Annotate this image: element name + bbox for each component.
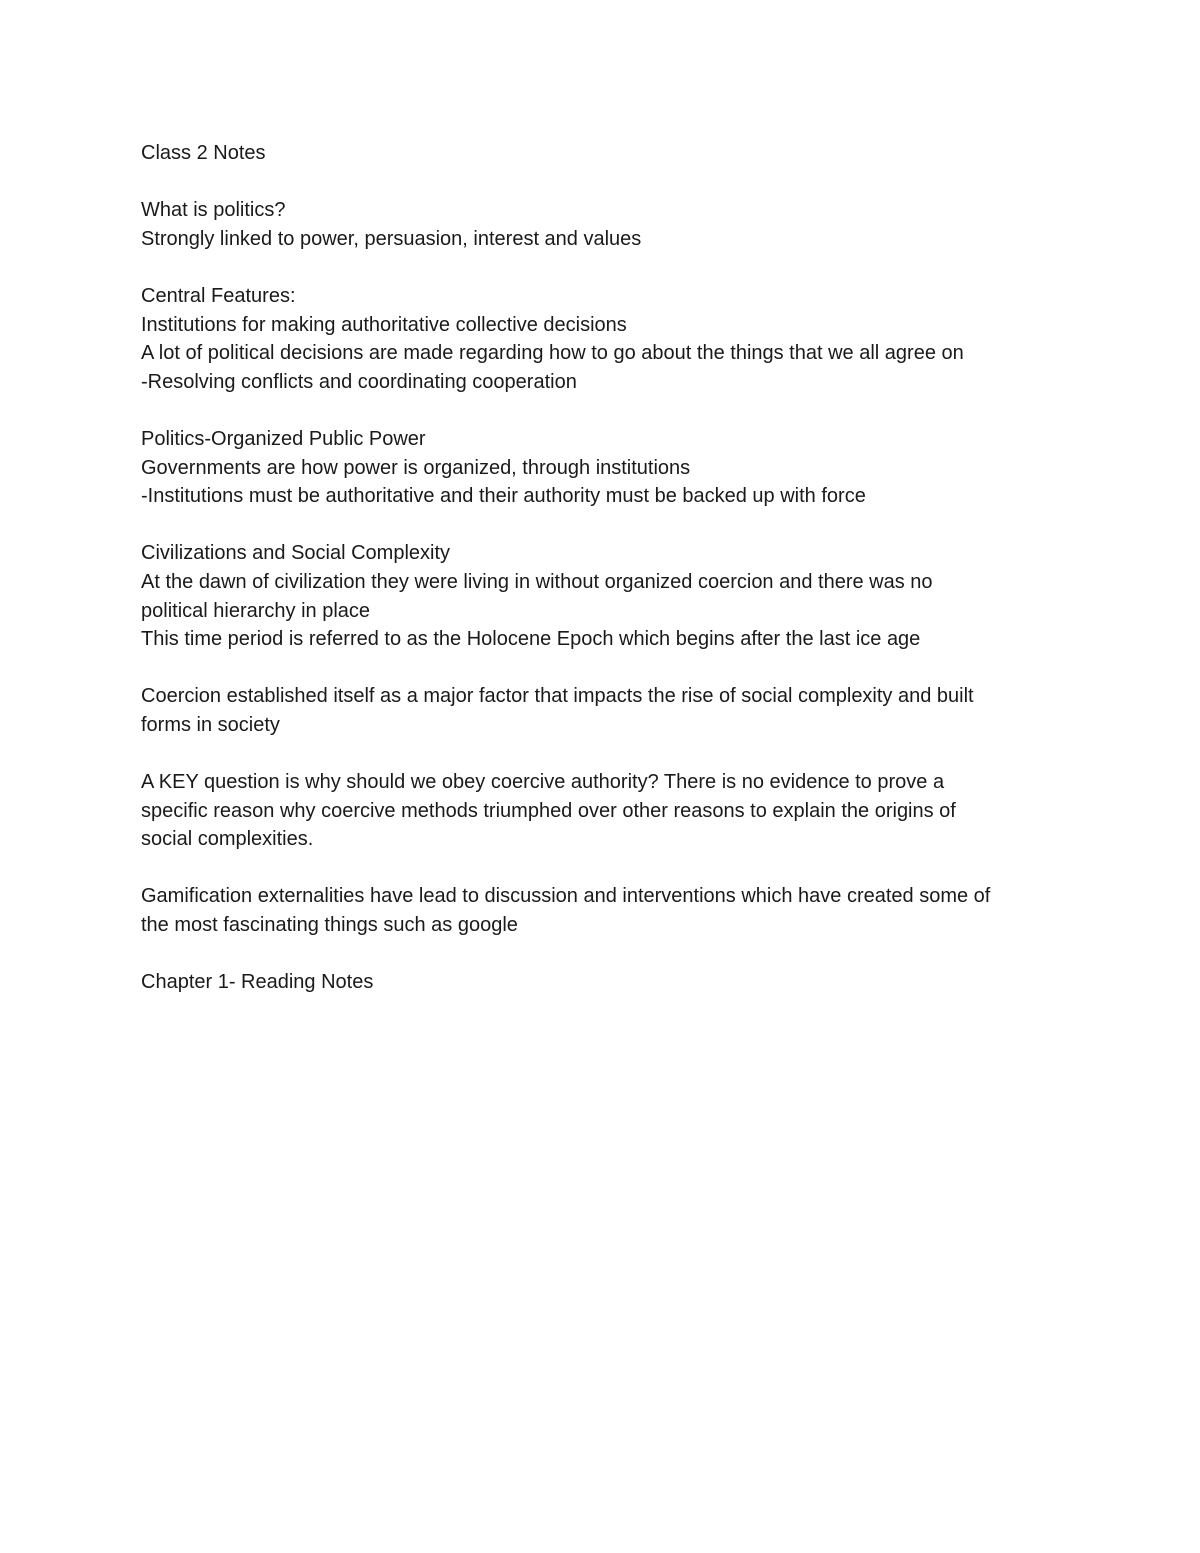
paragraph-spacer [141,511,1071,540]
paragraph-spacer [141,739,1071,768]
note-line: Civilizations and Social Complexity [141,542,451,565]
paragraph-spacer [141,168,1071,197]
document-title: Class 2 Notes [141,142,266,164]
note-line: At the dawn of civilization they were living in without organized coercion and there was no [141,570,933,593]
note-line: political hierarchy in place [141,599,371,622]
note-line: Central Features: [141,284,296,307]
note-line: A KEY question is why should we obey coercive authority? There is no evidence to prove a [141,771,945,794]
note-line: Institutions for making authoritative collective decisions [141,313,627,336]
note-line: the most fascinating things such as google [141,914,518,937]
note-line: Gamification externalities have lead to discussion and interventions which have created some of [141,885,991,908]
note-line: Politics-Organized Public Power [141,427,426,450]
note-line: -Resolving conflicts and coordinating cooperation [141,370,577,393]
note-line: forms in society [141,713,280,736]
note-line: Strongly linked to power, persuasion, interest and values [141,227,642,250]
paragraph-spacer [141,654,1071,683]
section-heading: Chapter 1- Reading Notes [141,971,374,994]
note-line: Governments are how power is organized, through institutions [141,456,691,479]
note-line: -Institutions must be authoritative and their authority must be backed up with force [141,485,866,508]
paragraph-spacer [141,253,1071,282]
paragraph-spacer [141,940,1071,969]
note-line: specific reason why coercive methods triumphed over other reasons to explain the origins of [141,799,956,822]
paragraph-spacer [141,854,1071,883]
note-line: social complexities. [141,828,314,851]
paragraph-spacer [141,396,1071,425]
note-line: What is politics? [141,199,286,222]
note-line: Coercion established itself as a major factor that impacts the rise of social complexity and built [141,685,974,708]
note-line: A lot of political decisions are made regarding how to go about the things that we all agree on [141,342,964,365]
note-line: This time period is referred to as the Holocene Epoch which begins after the last ice age [141,628,921,651]
document-body [141,139,1071,997]
